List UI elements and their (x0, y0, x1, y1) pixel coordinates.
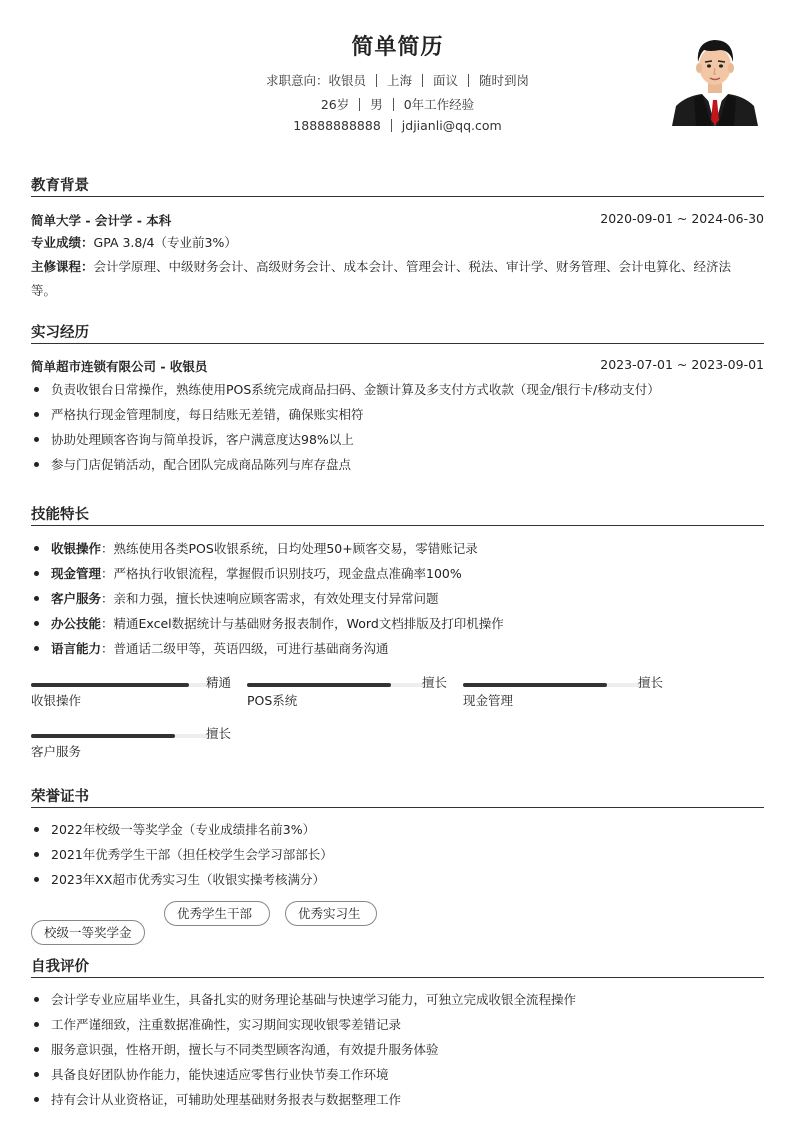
skill-level: 精通 (206, 675, 232, 690)
job-intent-row (31, 71, 764, 89)
skills-section (31, 503, 764, 661)
courses-label: 主修课程： (31, 259, 94, 274)
skill-name: POS系统 (247, 693, 298, 708)
score-label: 专业成绩： (31, 235, 94, 250)
courses-line (31, 255, 764, 279)
skill-bar-track (247, 683, 427, 687)
skill-text: ：熟练使用各类POS收银系统，日均处理50+顾客交易，零错账记录 (101, 541, 478, 556)
list-item (31, 536, 764, 561)
separator (359, 98, 360, 111)
list-item (31, 611, 764, 636)
section-title: 自我评价 (31, 955, 764, 978)
basic-info-row (31, 95, 764, 113)
list-item (31, 561, 764, 586)
separator (376, 74, 377, 87)
list-item (31, 636, 764, 661)
education-header-row (31, 211, 764, 229)
skill-bar-track (31, 734, 211, 738)
separator (391, 119, 392, 132)
skill-label: 语言能力 (51, 641, 102, 656)
skill-bar-fill (247, 683, 391, 687)
internship-dates: 2023-07-01 ~ 2023-09-01 (600, 357, 764, 372)
list-item: 2021年优秀学生干部（担任校学生会学习部部长） (31, 842, 764, 867)
list-item: 工作严谨细致，注重数据准确性，实习期间实现收银零差错记录 (31, 1012, 764, 1037)
internship-header-row (31, 357, 764, 375)
gender: 男 (370, 97, 383, 112)
skill-text: ：精通Excel数据统计与基础财务报表制作，Word文档排版及打印机操作 (101, 616, 504, 631)
age: 26岁 (320, 97, 350, 112)
skill-text: ：严格执行收银流程，掌握假币识别技巧，现金盘点准确率100% (101, 566, 462, 581)
list-item: 2023年XX超市优秀实习生（收银实操考核满分） (31, 867, 764, 892)
list-item: 参与门店促销活动，配合团队完成商品陈列与库存盘点 (31, 452, 764, 477)
skill-label: 收银操作 (51, 541, 102, 556)
honor-tag: 优秀学生干部 (164, 901, 270, 926)
skill-label: 客户服务 (51, 591, 102, 606)
internship-section (31, 321, 764, 477)
courses-value: 会计学原理、中级财务会计、高级财务会计、成本会计、管理会计、税法、审计学、财务管理、会计电算化、经济法 (93, 259, 732, 274)
honor-tag: 优秀实习生 (285, 901, 377, 926)
section-title: 荣誉证书 (31, 785, 764, 808)
list-item: 严格执行现金管理制度，每日结账无差错，确保账实相符 (31, 402, 764, 427)
experience: 0年工作经验 (403, 97, 475, 112)
separator (422, 74, 423, 87)
honors-section (31, 785, 764, 892)
avatar (666, 28, 764, 126)
skill-level: 擅长 (422, 675, 448, 690)
salary: 面议 (433, 73, 459, 88)
list-item: 会计学专业应届毕业生，具备扎实的财务理论基础与快速学习能力，可独立完成收银全流程操作 (31, 987, 764, 1012)
skill-name: 现金管理 (463, 693, 514, 708)
phone: 18888888888 (293, 118, 381, 133)
skill-bar-fill (463, 683, 607, 687)
skill-level: 擅长 (206, 726, 232, 741)
job-intent: 求职意向：收银员 (265, 73, 366, 88)
internship-list (31, 377, 764, 477)
school-line: 简单大学 - 会计学 - 本科 (31, 213, 172, 228)
honors-list (31, 817, 764, 892)
list-item (31, 586, 764, 611)
skill-bar-fill (31, 683, 189, 687)
skill-level: 擅长 (638, 675, 664, 690)
education-section (31, 174, 764, 303)
honor-tag: 校级一等奖学金 (31, 920, 145, 945)
skills-list (31, 536, 764, 661)
city: 上海 (386, 73, 412, 88)
availability: 随时到岗 (479, 73, 530, 88)
list-item: 具备良好团队协作能力，能快速适应零售行业快节奏工作环境 (31, 1062, 764, 1087)
list-item: 持有会计从业资格证，可辅助处理基础财务报表与数据整理工作 (31, 1087, 764, 1112)
section-title: 实习经历 (31, 321, 764, 344)
skill-bar-track (463, 683, 643, 687)
skill-bar-track (31, 683, 211, 687)
list-item: 协助处理顾客咨询与简单投诉，客户满意度达98%以上 (31, 427, 764, 452)
email: jdjianli@qq.com (401, 118, 502, 133)
section-title: 技能特长 (31, 503, 764, 526)
company-line: 简单超市连锁有限公司 - 收银员 (31, 359, 208, 374)
skill-bar-fill (31, 734, 175, 738)
section-title: 教育背景 (31, 174, 764, 197)
list-item: 负责收银台日常操作，熟练使用POS系统完成商品扫码、金额计算及多支付方式收款（现金/银行卡/移动支付） (31, 377, 764, 402)
skill-name: 收银操作 (31, 693, 82, 708)
courses-tail: 等。 (31, 283, 57, 298)
skill-label: 办公技能 (51, 616, 102, 631)
contact-row (31, 118, 764, 133)
skill-text: ：亲和力强，擅长快速响应顾客需求，有效处理支付异常问题 (101, 591, 439, 606)
education-dates: 2020-09-01 ~ 2024-06-30 (600, 211, 764, 226)
self-eval-section (31, 955, 764, 1112)
self-eval-list (31, 987, 764, 1112)
skill-name: 客户服务 (31, 744, 82, 759)
separator (468, 74, 469, 87)
separator (393, 98, 394, 111)
score-line (31, 231, 764, 255)
resume-name: 简单简历 (351, 35, 444, 60)
skill-label: 现金管理 (51, 566, 102, 581)
list-item: 2022年校级一等奖学金（专业成绩排名前3%） (31, 817, 764, 842)
skill-text: ：普通话二级甲等，英语四级，可进行基础商务沟通 (101, 641, 389, 656)
score-value: GPA 3.8/4（专业前3%） (93, 235, 237, 250)
list-item: 服务意识强，性格开朗，擅长与不同类型顾客沟通，有效提升服务体验 (31, 1037, 764, 1062)
